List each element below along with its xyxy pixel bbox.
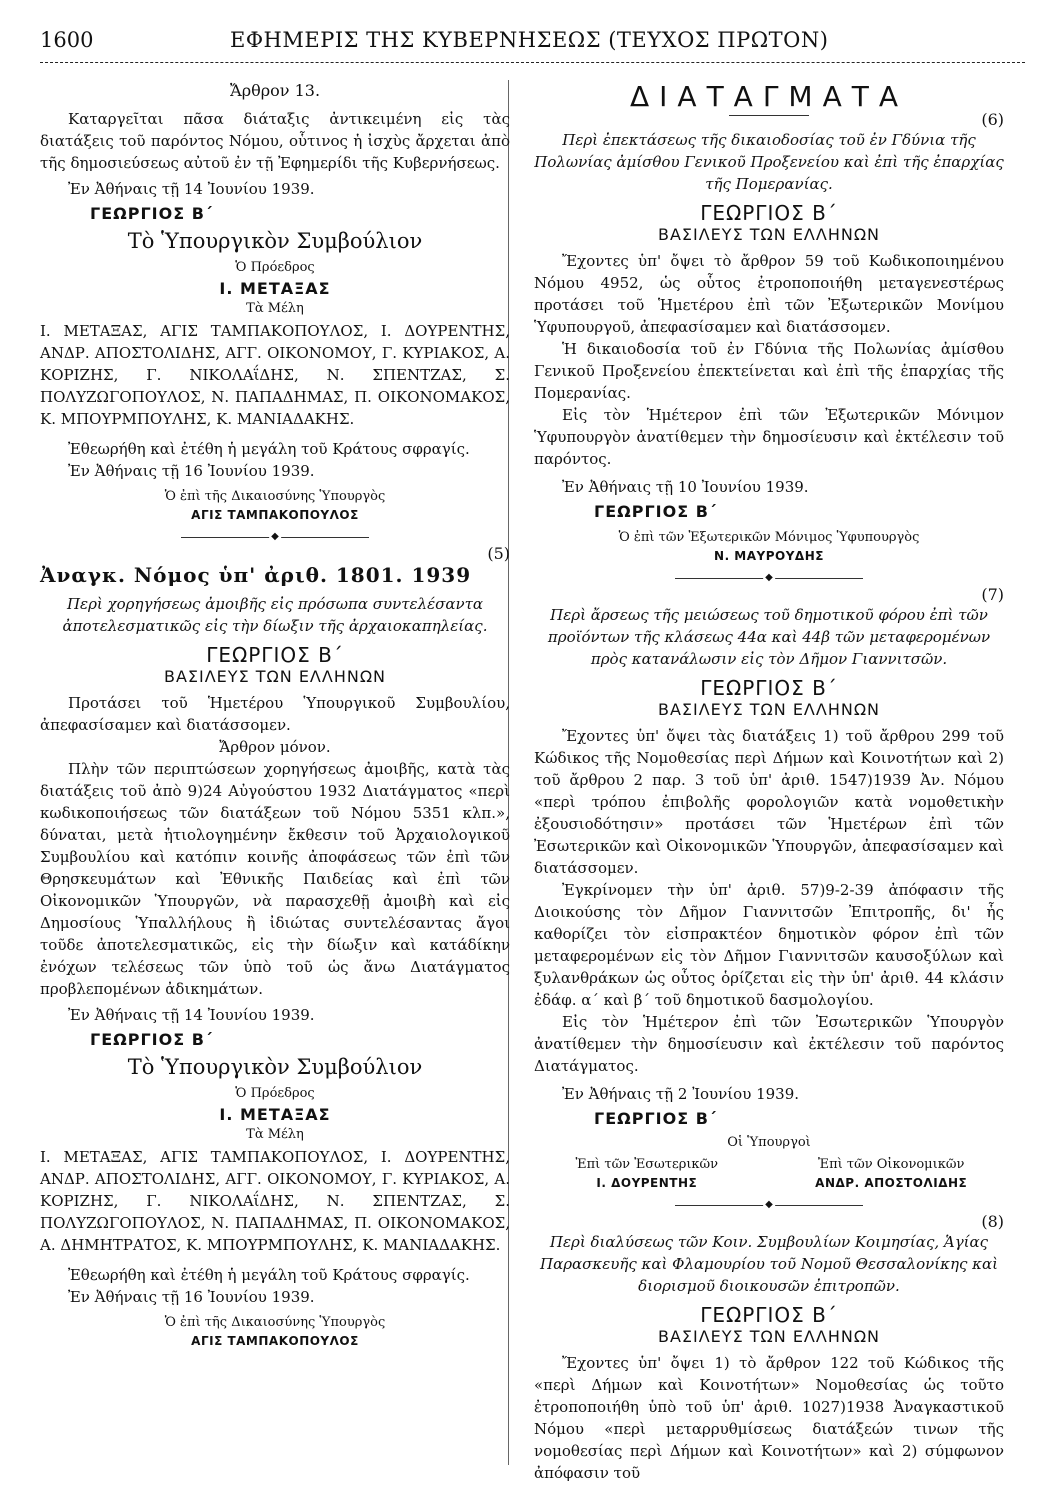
decree-6-king-signature: ΓΕΩΡΓΙΟΣ Β΄ bbox=[594, 502, 717, 521]
law-date: Ἐν Ἀθήναις τῇ 14 Ἰουνίου 1939. bbox=[68, 1006, 315, 1024]
members-list: Ι. ΜΕΤΑΞΑΣ, ΑΓΙΣ ΤΑΜΠΑΚΟΠΟΥΛΟΣ, Ι. ΔΟΥΡΕΝΤΗΣ, ΑΝΔΡ. ΑΠΟΣΤΟΛΙΔΗΣ, ΑΓΓ. ΟΙΚΟΝΟΜΟΥ, Γ. ΚΥΡΙΑΚΟΣ, Α. ΚΟΡΙΖΗΣ, Γ. ΝΙΚΟΛΑΐΔΗΣ, Ν. ΣΠΕΝΤΖΑΣ, Σ. ΠΟΛΥΖΩΓΟΠΟΥΛΟΣ, Ν. ΠΑΠΑΔΗΜΑΣ, Π. ΟΙΚΟΝΟΜΑΚΟΣ, Κ. ΜΠΟΥΡΜΠΟΥΛΗΣ, Κ. ΜΑΝΙΑΔΑΚΗΣ. bbox=[40, 322, 510, 428]
council-title: Τὸ Ὑπουργικὸν Συμβούλιον bbox=[127, 229, 423, 253]
section-separator: ◆ bbox=[534, 1198, 1004, 1212]
decree-6-para-2: Ἡ δικαιοδοσία τοῦ ἐν Γδύνια τῆς Πολωνίας ἀμίσθου Γενικοῦ Προξενείου ἐπεκτείνεται καὶ ἐπὶ τῆς ἐπαρχίας τῆς Πομερανίας. bbox=[534, 340, 1004, 402]
decree-6-subject: Περὶ ἐπεκτάσεως τῆς δικαιοδοσίας τοῦ ἐν Γδύνια τῆς Πολωνίας ἀμίσθου Γενικοῦ Προξενείου καὶ ἐπὶ τῆς ἐπαρχίας τῆς Πομερανίας. bbox=[534, 131, 1004, 193]
minister-label: Ὁ ἐπὶ τῆς Δικαιοσύνης Ὑπουργὸς bbox=[164, 489, 386, 504]
decrees-heading: ΔΙΑΤΑΓΜΑΤΑ bbox=[630, 80, 908, 113]
president-name: Ι. ΜΕΤΑΞΑΣ bbox=[219, 279, 331, 298]
article-13-date: Ἐν Ἀθήναις τῇ 14 Ἰουνίου 1939. bbox=[68, 180, 315, 198]
law-minister-name: ΑΓΙΣ ΤΑΜΠΑΚΟΠΟΥΛΟΣ bbox=[191, 1334, 359, 1348]
decree-6-king-title: ΒΑΣΙΛΕΥΣ ΤΩΝ ΕΛΛΗΝΩΝ bbox=[657, 225, 881, 244]
law-number: (5) bbox=[487, 544, 510, 563]
decree-8-king-title: ΒΑΣΙΛΕΥΣ ΤΩΝ ΕΛΛΗΝΩΝ bbox=[657, 1327, 881, 1346]
law-seal-date: Ἐν Ἀθήναις τῇ 16 Ἰουνίου 1939. bbox=[68, 1288, 315, 1306]
king-signature: ΓΕΩΡΓΙΟΣ Β΄ bbox=[90, 204, 213, 223]
law-king: ΓΕΩΡΓΙΟΣ Β΄ bbox=[206, 643, 344, 667]
decree-7-minister-interior bbox=[534, 1154, 760, 1190]
header-rule bbox=[40, 62, 1025, 63]
decree-6-number: (6) bbox=[981, 110, 1004, 129]
minister-interior-name: Ι. ΔΟΥΡΕΝΤΗΣ bbox=[596, 1176, 698, 1190]
law-intro: Προτάσει τοῦ Ἡμετέρου Ὑπουργικοῦ Συμβουλίου, ἀπεφασίσαμεν καὶ διατάσσομεν. bbox=[40, 694, 510, 734]
section-separator: ◆ bbox=[40, 530, 510, 544]
law-president-label: Ὁ Πρόεδρος bbox=[235, 1086, 315, 1101]
minister-finance-label: Ἐπὶ τῶν Οἰκονομικῶν bbox=[818, 1157, 965, 1172]
seal-statement: Ἐθεωρήθη καὶ ἐτέθη ἡ μεγάλη τοῦ Κράτους σφραγίς. bbox=[68, 440, 470, 458]
law-members-label: Τὰ Μέλη bbox=[246, 1127, 304, 1142]
decree-7-para-2: Ἐγκρίνομεν τὴν ὑπ' ἀριθ. 57)9-2-39 ἀπόφασιν τῆς Διοικούσης τὸν Δῆμον Γιαννιτσῶν Ἐπιτροπῆς, δι' ἧς καθορίζει τὸν εἰσπρακτέον δημοτικὸν φόρον ἐπὶ τῶν μεταφερομένων εἰς τὸν Δῆμον Γιαννιτσῶν καυσοξύλων καὶ ξυλανθράκων ὡς οὗτος ὁρίζεται εἰς τὴν ὑπ' ἀριθ. 44 κλάσιν ἐδάφ. α΄ καὶ β΄ τοῦ δημοτικοῦ δασμολογίου. bbox=[534, 881, 1004, 1009]
law-council-title: Τὸ Ὑπουργικὸν Συμβούλιον bbox=[127, 1055, 423, 1079]
decree-7-ministers bbox=[534, 1154, 1004, 1190]
section-separator: ◆ bbox=[534, 571, 1004, 585]
president-label: Ὁ Πρόεδρος bbox=[235, 260, 315, 275]
law-king-signature: ΓΕΩΡΓΙΟΣ Β΄ bbox=[90, 1030, 213, 1049]
minister-finance-name: ΑΝΔΡ. ΑΠΟΣΤΟΛΙΔΗΣ bbox=[815, 1176, 968, 1190]
decree-8-para-1: Ἔχοντες ὑπ' ὄψει 1) τὸ ἄρθρον 122 τοῦ Κώδικος τῆς «περὶ Δήμων καὶ Κοινοτήτων» Νομοθεσίας ὡς τοῦτο ἐτροποποιήθη ὑπὸ τοῦ ὑπ' ἀριθ. 1027)1938 Ἀναγκαστικοῦ Νόμου «περὶ μεταρρυθμίσεως διατάξεών τινων τῆς νομοθεσίας περὶ Δήμων καὶ Κοινοτήτων» καὶ 2) σύμφωνον ἀπόφασιν τοῦ bbox=[534, 1354, 1004, 1482]
minister-interior-label: Ἐπὶ τῶν Ἐσωτερικῶν bbox=[575, 1157, 719, 1172]
left-column bbox=[40, 80, 510, 1348]
law-article-heading: Ἄρθρον μόνον. bbox=[219, 738, 331, 756]
decree-7-subject: Περὶ ἄρσεως τῆς μειώσεως τοῦ δημοτικοῦ φόρου ἐπὶ τῶν προϊόντων τῆς κλάσεως 44α καὶ 44β τῶν μεταφερομένων πρὸς κατανάλωσιν εἰς τὸν Δῆμον Γιαννιτσῶν. bbox=[547, 606, 991, 668]
decree-7-para-3: Εἰς τὸν Ἡμέτερον ἐπὶ τῶν Ἐσωτερικῶν Ὑπουργὸν ἀνατίθεμεν τὴν δημοσίευσιν καὶ ἐκτέλεσιν τοῦ παρόντος Διατάγματος. bbox=[534, 1013, 1004, 1075]
gazette-title: ΕΦΗΜΕΡΙΣ ΤΗΣ ΚΥΒΕΡΝΗΣΕΩΣ (ΤΕΥΧΟΣ ΠΡΩΤΟΝ) bbox=[230, 28, 829, 52]
decree-6-minister-label: Ὁ ἐπὶ τῶν Ἐξωτερικῶν Μόνιμος Ὑφυπουργὸς bbox=[618, 530, 920, 545]
decree-7-minister-finance bbox=[778, 1154, 1004, 1190]
decree-7-date: Ἐν Ἀθήναις τῇ 2 Ἰουνίου 1939. bbox=[562, 1085, 800, 1103]
decree-6-para-3: Εἰς τὸν Ἡμέτερον ἐπὶ τῶν Ἐξωτερικῶν Μόνιμον Ὑφυπουργὸν ἀνατίθεμεν τὴν δημοσίευσιν καὶ ἐκτέλεσιν τοῦ παρόντος. bbox=[534, 406, 1004, 468]
law-members-list: Ι. ΜΕΤΑΞΑΣ, ΑΓΙΣ ΤΑΜΠΑΚΟΠΟΥΛΟΣ, Ι. ΔΟΥΡΕΝΤΗΣ, ΑΝΔΡ. ΑΠΟΣΤΟΛΙΔΗΣ, ΑΓΓ. ΟΙΚΟΝΟΜΟΥ, Γ. ΚΥΡΙΑΚΟΣ, Α. ΚΟΡΙΖΗΣ, Γ. ΝΙΚΟΛΑΐΔΗΣ, Ν. ΣΠΕΝΤΖΑΣ, Σ. ΠΟΛΥΖΩΓΟΠΟΥΛΟΣ, Ν. ΠΑΠΑΔΗΜΑΣ, Π. ΟΙΚΟΝΟΜΑΚΟΣ, Α. ΔΗΜΗΤΡΑΤΟΣ, Κ. ΜΠΟΥΡΜΠΟΥΛΗΣ, Κ. ΜΑΝΙΑΔΑΚΗΣ. bbox=[40, 1148, 510, 1254]
law-seal-statement: Ἐθεωρήθη καὶ ἐτέθη ἡ μεγάλη τοῦ Κράτους σφραγίς. bbox=[68, 1266, 470, 1284]
law-president-name: Ι. ΜΕΤΑΞΑΣ bbox=[219, 1105, 331, 1124]
decree-8-subject: Περὶ διαλύσεως τῶν Κοιν. Συμβουλίων Κοιμησίας, Ἁγίας Παρασκευῆς καὶ Φλαμουρίου τοῦ Νομοῦ Θεσσαλονίκης καὶ διορισμοῦ διοικουσῶν ἐπιτροπῶν. bbox=[540, 1233, 998, 1295]
decree-6-minister-name: Ν. ΜΑΥΡΟΥΔΗΣ bbox=[714, 549, 824, 563]
law-minister-label: Ὁ ἐπὶ τῆς Δικαιοσύνης Ὑπουργὸς bbox=[164, 1315, 386, 1330]
article-13-body: Καταργεῖται πᾶσα διάταξις ἀντικειμένη εἰς τὰς διατάξεις τοῦ παρόντος Νόμου, οὗτινος ἡ ἰσχὺς ἄρχεται ἀπὸ τῆς δημοσιεύσεως αὐτοῦ ἐν τῇ Ἐφημερίδι τῆς Κυβερνήσεως. bbox=[40, 110, 510, 172]
law-king-title: ΒΑΣΙΛΕΥΣ ΤΩΝ ΕΛΛΗΝΩΝ bbox=[163, 667, 387, 686]
law-title: Ἀναγκ. Νόμος ὑπ' ἀριθ. 1801. 1939 bbox=[40, 563, 472, 587]
seal-date: Ἐν Ἀθήναις τῇ 16 Ἰουνίου 1939. bbox=[68, 462, 315, 480]
page-header bbox=[40, 28, 1025, 68]
law-body: Πλὴν τῶν περιπτώσεων χορηγήσεως ἀμοιβῆς, κατὰ τὰς διατάξεις τοῦ ἀπὸ 9)24 Αὐγούστου 1932 Διατάγματος «περὶ κωδικοποιήσεως τῶν διατάξεων τοῦ Νόμου 5351 κλπ.», δύναται, μετὰ ἠτιολογημένην ἔκθεσιν τοῦ Ἀρχαιολογικοῦ Συμβουλίου καὶ κατόπιν κοινῆς ἀποφάσεως τῶν ἐπὶ τῶν Θρησκευμάτων καὶ Ἐθνικῆς Παιδείας καὶ ἐπὶ τῶν Οἰκονομικῶν Ὑπουργῶν, νὰ παρασχεθῇ ἀμοιβὴ καὶ εἰς Δημοσίους Ὑπαλλήλους ἢ ἰδιώτας συντελέσαντας ἄγοι τοῦδε ἀποτελεσματικῶς, εἰς τὴν δίωξιν καὶ κατάδίκην ἐνόχων τελέσεως τῶν ὑπὸ τοῦ ὡς ἄνω Διατάγματος προβλεπομένων ἀδικημάτων. bbox=[40, 760, 510, 998]
decree-7-para-1: Ἔχοντες ὑπ' ὄψει τὰς διατάξεις 1) τοῦ ἄρθρου 299 τοῦ Κώδικος τῆς Νομοθεσίας περὶ Δήμων καὶ Κοινοτήτων καὶ 2) τοῦ ἄρθρου 2 παρ. 3 τοῦ ὑπ' ἀριθ. 1547)1939 Ἀν. Νόμου «περὶ τρόπου ἐπιβολῆς φορολογιῶν κατὰ νομοθετικὴν ἐξουσιοδότησιν» προτάσει τῶν Ἡμετέρων ἐπὶ τῶν Ἐσωτερικῶν καὶ Οἰκονομικῶν Ὑπουργῶν, ἀπεφασίσαμεν καὶ διατάσσομεν. bbox=[534, 727, 1004, 877]
law-subject: Περὶ χορηγήσεως ἀμοιβῆς εἰς πρόσωπα συντελέσαντα ἀποτελεσματικῶς εἰς τὴν δίωξιν τῆς ἀρχαιοκαπηλείας. bbox=[62, 595, 488, 635]
members-label: Τὰ Μέλη bbox=[246, 301, 304, 316]
decree-8-king: ΓΕΩΡΓΙΟΣ Β΄ bbox=[700, 1303, 838, 1327]
decree-7-king: ΓΕΩΡΓΙΟΣ Β΄ bbox=[700, 676, 838, 700]
decree-7-ministers-label: Οἱ Ὑπουργοὶ bbox=[727, 1135, 811, 1150]
minister-name: ΑΓΙΣ ΤΑΜΠΑΚΟΠΟΥΛΟΣ bbox=[191, 508, 359, 522]
decree-6-para-1: Ἔχοντες ὑπ' ὄψει τὸ ἄρθρον 59 τοῦ Κωδικοποιημένου Νόμου 4952, ὡς οὗτος ἐτροποποιήθη μεταγενεστέρως προτάσει τοῦ Ἡμετέρου ἐπὶ τῶν Ἐξωτερικῶν Μονίμου Ὑφυπουργοῦ, ἀπεφασίσαμεν καὶ διατάσσομεν. bbox=[534, 252, 1004, 336]
decree-7-king-signature: ΓΕΩΡΓΙΟΣ Β΄ bbox=[594, 1109, 717, 1128]
page-number: 1600 bbox=[40, 28, 94, 52]
decree-6-king: ΓΕΩΡΓΙΟΣ Β΄ bbox=[700, 201, 838, 225]
decree-7-king-title: ΒΑΣΙΛΕΥΣ ΤΩΝ ΕΛΛΗΝΩΝ bbox=[657, 700, 881, 719]
article-13-heading: Ἄρθρον 13. bbox=[229, 81, 321, 100]
decree-8-number: (8) bbox=[981, 1212, 1004, 1231]
decree-7-number: (7) bbox=[981, 585, 1004, 604]
decree-6-date: Ἐν Ἀθήναις τῇ 10 Ἰουνίου 1939. bbox=[562, 478, 809, 496]
right-column bbox=[534, 80, 1004, 1484]
